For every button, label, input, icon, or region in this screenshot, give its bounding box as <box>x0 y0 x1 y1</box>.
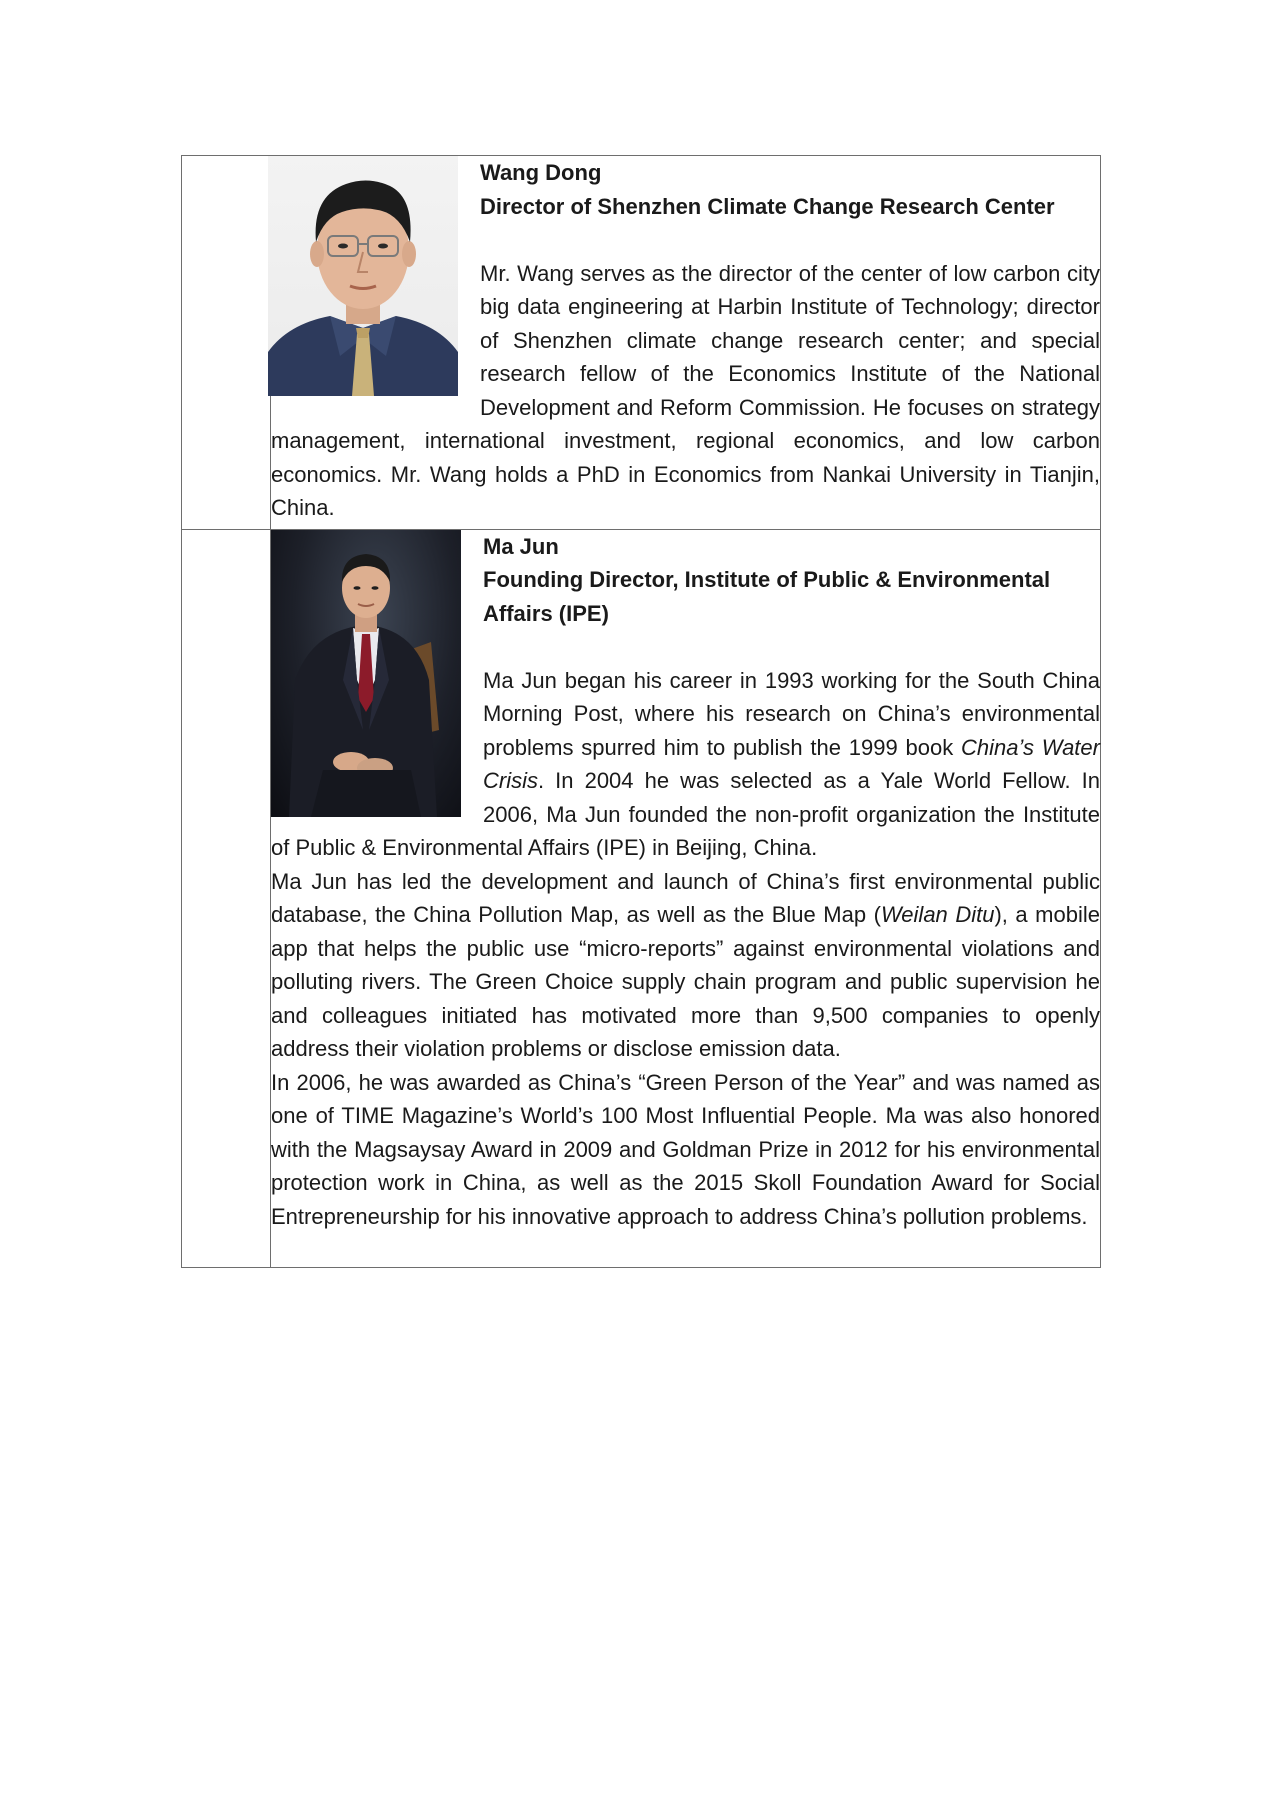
bio-text: Ma Jun has led the development and launch of China’s first environmental public database, the China Pollution Map, as well as the Blue Map ( <box>271 868 1100 927</box>
empty-left-cell <box>182 156 271 530</box>
bio-text: ), a mobile app that helps the public use “micro-reports” against environmental violations and polluting rivers. The Green Choice supply chain program and public supervision he and colleagues initiated has motivated more than 9,500 companies to openly address their violation problems or disclose emission data. <box>271 902 1100 1061</box>
bio-row-ma-jun <box>182 529 1101 1268</box>
bio-cell <box>271 529 1101 1268</box>
book-title: China’s Water Crisis <box>483 734 1100 793</box>
empty-left-cell <box>182 529 271 1268</box>
bio-row-wang-dong <box>182 156 1101 530</box>
portrait-photo-wang-dong <box>268 156 458 396</box>
bio-paragraph: In 2006, he was awarded as China’s “Green Person of the Year” and was named as one of TIME Magazine’s World’s 100 Most Influential People. Ma was also honored with the Magsaysay Award in 2009 and Goldman Prize in 2012 for his environmental protection work in China, as well as the 2015 Skoll Foundation Award for Social Entrepreneurship for his innovative approach to address China’s pollution problems. <box>271 1069 1100 1229</box>
speaker-title: Director of Shenzhen Climate Change Research Center <box>480 193 1055 219</box>
bio-text: Ma Jun began his career in 1993 working for the South China Morning Post, where his research on China’s environmental problems spurred him to publish the 1999 book <box>483 667 1100 760</box>
bio-cell <box>271 156 1101 530</box>
speaker-title: Founding Director, Institute of Public & Environmental Affairs (IPE) <box>483 567 1051 626</box>
bio-paragraph <box>271 865 1100 1066</box>
app-name: Weilan Ditu <box>880 902 995 927</box>
speaker-bio-table <box>181 155 1101 1268</box>
speaker-name: Ma Jun <box>483 533 559 559</box>
portrait-photo-ma-jun <box>271 530 461 817</box>
bio-text: . In 2004 he was selected as a Yale World Fellow. In 2006, Ma Jun founded the non-profit organization the Institute of Public & Environmental Affairs (IPE) in Beijing, China. <box>271 768 1100 860</box>
speaker-name: Wang Dong <box>480 160 602 185</box>
bio-paragraph: Mr. Wang serves as the director of the center of low carbon city big data engineering at Harbin Institute of Technology; director of Shenzhen climate change research center; and special research fellow of the Economics Institute of the National Development and Reform Commission. He focuses on strategy management, international investment, regional economics, and low carbon economics. Mr. Wang holds a PhD in Economics from Nankai University in Tianjin, China. <box>271 260 1100 520</box>
